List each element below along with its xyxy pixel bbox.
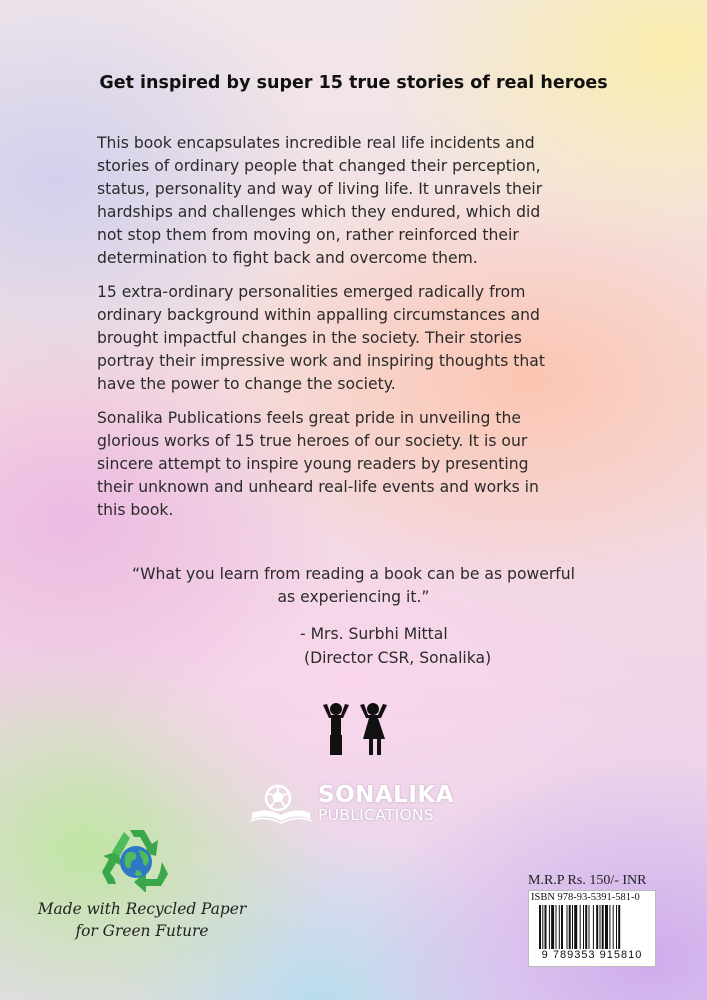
paragraph-line: sincere attempt to inspire young readers by presenting: [97, 455, 529, 473]
barcode-bar: [605, 905, 608, 949]
book-ball-logo-icon: [248, 783, 314, 825]
paragraph-line: ordinary background within appalling circumstances and: [97, 306, 540, 324]
barcode: [528, 890, 656, 967]
quote-author-role: (Director CSR, Sonalika): [304, 649, 492, 667]
barcode-bar: [613, 905, 614, 949]
barcode-bar: [569, 905, 571, 949]
barcode-bar: [545, 905, 547, 949]
quote-line: “What you learn from reading a book can be as powerful: [132, 565, 575, 583]
barcode-bar: [556, 905, 557, 949]
paragraph-line: hardships and challenges which they endured, which did: [97, 203, 541, 221]
barcode-bar: [539, 905, 541, 949]
recycled-note-line: Made with Recycled Paper: [37, 900, 247, 918]
recycle-globe-icon: [100, 826, 174, 892]
recycled-paper-note: [22, 898, 262, 942]
paragraph-personalities: [97, 281, 627, 396]
publisher-logo: [248, 780, 464, 828]
barcode-bar: [559, 905, 560, 949]
barcode-bar: [593, 905, 594, 949]
barcode-bar: [618, 905, 620, 949]
paragraph-line: 15 extra-ordinary personalities emerged radically from: [97, 283, 526, 301]
barcode-bar: [585, 905, 587, 949]
paragraph-line: Sonalika Publications feels great pride in unveiling the: [97, 409, 521, 427]
barcode-bar: [561, 905, 563, 949]
paragraph-line: portray their impressive work and inspiring thoughts that: [97, 352, 545, 370]
barcode-bar: [572, 905, 573, 949]
barcode-bar: [616, 905, 617, 949]
paragraph-line: have the power to change the society.: [97, 375, 396, 393]
recycled-note-line: for Green Future: [75, 922, 209, 940]
isbn-label: ISBN 978-93-5391-581-0: [531, 892, 640, 903]
barcode-bar: [583, 905, 584, 949]
barcode-bar: [596, 905, 598, 949]
price-label: M.R.P Rs. 150/- INR: [528, 873, 647, 888]
barcode-bar: [600, 905, 601, 949]
barcode-number: 9 789353 915810: [541, 949, 643, 961]
barcode-bars: [539, 905, 649, 949]
paragraph-line: not stop them from moving on, rather reinforced their: [97, 226, 519, 244]
paragraph-line: this book.: [97, 501, 174, 519]
paragraph-line: stories of ordinary people that changed their perception,: [97, 157, 541, 175]
barcode-bar: [602, 905, 604, 949]
barcode-bar: [551, 905, 554, 949]
paragraph-line: status, personality and way of living life. It unravels their: [97, 180, 543, 198]
barcode-bar: [549, 905, 550, 949]
barcode-bar: [542, 905, 543, 949]
quote-line: as experiencing it.”: [277, 588, 430, 606]
paragraph-line: This book encapsulates incredible real life incidents and: [97, 134, 535, 152]
publisher-subtitle: PUBLICATIONS: [318, 806, 435, 824]
page-heading: Get inspired by super 15 true stories of real heroes: [99, 73, 608, 93]
children-icon: [317, 701, 393, 757]
paragraph-publisher: [97, 407, 627, 522]
barcode-bar: [609, 905, 610, 949]
quote-attribution: [300, 622, 500, 670]
barcode-bar: [567, 905, 568, 949]
paragraph-line: determination to fight back and overcome them.: [97, 249, 478, 267]
barcode-bar: [574, 905, 577, 949]
quote-author: - Mrs. Surbhi Mittal: [300, 625, 448, 643]
paragraph-line: brought impactful changes in the society. Their stories: [97, 329, 522, 347]
quote: [60, 563, 647, 609]
barcode-bar: [580, 905, 581, 949]
barcode-bar: [589, 905, 590, 949]
paragraph-line: their unknown and unheard real-life events and works in: [97, 478, 539, 496]
publisher-name: SONALIKA: [318, 782, 455, 808]
paragraph-line: glorious works of 15 true heroes of our society. It is our: [97, 432, 528, 450]
paragraph-intro: [97, 132, 627, 270]
